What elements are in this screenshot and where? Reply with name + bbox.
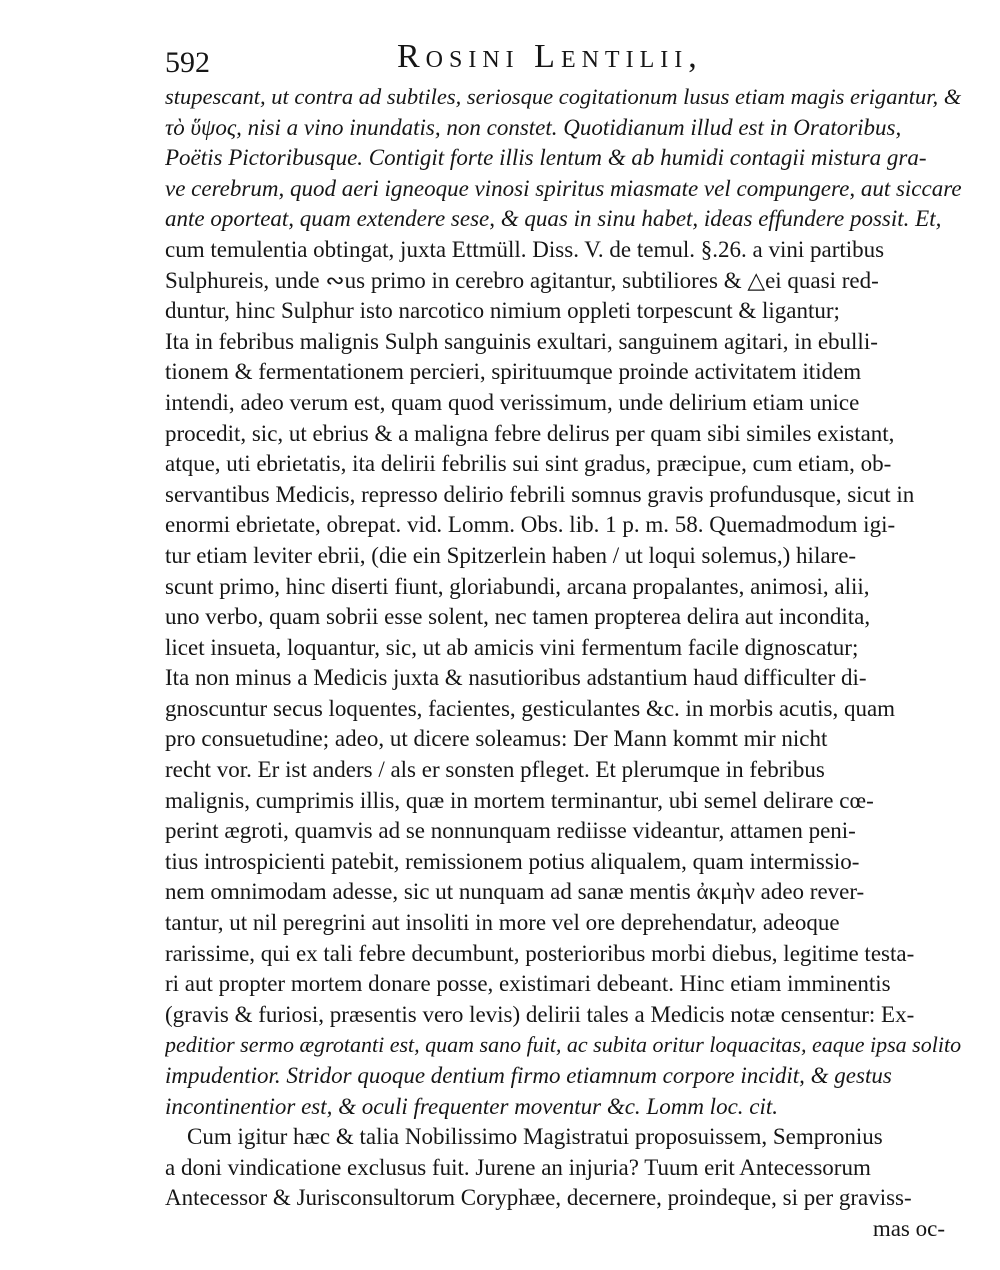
page-number: 592 — [165, 46, 210, 79]
text-line: Cum igitur hæc & talia Nobilissimo Magistratui proposuissem, Sempronius — [187, 1124, 883, 1150]
text-line: ri aut propter mortem donare posse, existimari debeant. Hinc etiam imminentis — [165, 971, 891, 997]
text-line: enormi ebrietate, obrepat. vid. Lomm. Obs. lib. 1 p. m. 58. Quemadmodum igi- — [165, 512, 896, 538]
text-line: (gravis & furiosi, præsentis vero levis) delirii tales a Medicis notæ censentur: Ex- — [165, 1001, 915, 1027]
text-line: Poëtis Pictoribusque. Contigit forte illis lentum & ab humidi contagii mistura gra- — [165, 145, 927, 171]
text-line: a doni vindicatione exclusus fuit. Jurene an injuria? Tuum erit Antecessorum — [165, 1154, 871, 1180]
page-header — [165, 32, 955, 82]
text-line: procedit, sic, ut ebrius & a maligna febre delirus per quam sibi similes existant, — [165, 420, 895, 446]
text-line: tionem & fermentationem percieri, spirituumque proinde activitatem itidem — [165, 359, 862, 385]
text-line: τὸ ὕψος, nisi a vino inundatis, non constet. Quotidianum illud est in Oratoribus, — [165, 114, 902, 140]
text-line: ante oporteat, quam extendere sese, & quas in sinu habet, ideas effundere possit. Et, — [165, 206, 942, 232]
text-line: impudentior. Stridor quoque dentium firmo etiamnum corpore incidit, & gestus — [165, 1063, 892, 1088]
text-line: gnoscuntur secus loquentes, facientes, gesticulantes &c. in morbis acutis, quam — [165, 695, 896, 721]
body-text — [165, 82, 965, 1245]
text-line: recht vor. Er ist anders / als er sonsten pfleget. Et plerumque in febribus — [165, 757, 825, 783]
text-line: nem omnimodam adesse, sic ut nunquam ad sanæ mentis ἀκμὴν adeo rever- — [165, 879, 865, 905]
text-line: duntur, hinc Sulphur isto narcotico nimium oppleti torpescunt & ligantur; — [165, 298, 840, 324]
text-line: peditior sermo ægrotanti est, quam sano fuit, ac subita oritur loquacitas, eaque ipsa solito — [165, 1032, 962, 1058]
text-line: licet insueta, loquantur, sic, ut ab amicis vini fermentum facile dignoscatur; — [165, 634, 859, 660]
text-line: perint ægroti, quamvis ad se nonnunquam rediisse videantur, attamen peni- — [165, 818, 856, 844]
text-line: intendi, adeo verum est, quam quod verissimum, unde delirium etiam unice — [165, 389, 860, 415]
text-line: mas oc- — [872, 1215, 945, 1241]
text-line: uno verbo, quam sobrii esse solent, nec tamen propterea delira aut incondita, — [165, 604, 871, 630]
text-line: scunt primo, hinc diserti fiunt, gloriabundi, arcana propalantes, animosi, alii, — [165, 573, 870, 599]
text-line: malignis, cumprimis illis, quæ in mortem terminantur, ubi semel delirare cœ- — [165, 787, 874, 813]
text-line: rarissime, qui ex tali febre decumbunt, posterioribus morbi diebus, legitime testa- — [165, 940, 915, 966]
text-line: tur etiam leviter ebrii, (die ein Spitzerlein haben / ut loqui solemus,) hilare- — [165, 542, 857, 568]
text-line: pro consuetudine; adeo, ut dicere soleamus: Der Mann kommt mir nicht — [165, 726, 828, 752]
text-line: tantur, ut nil peregrini aut insoliti in more vel ore deprehendatur, adeoque — [165, 910, 840, 936]
text-line: stupescant, ut contra ad subtiles, seriosque cogitationum lusus etiam magis erigantur, & — [165, 84, 962, 109]
text-line: cum temulentia obtingat, juxta Ettmüll. Diss. V. de temul. §.26. a vini partibus — [165, 236, 885, 262]
text-line: Sulphureis, unde ∾us primo in cerebro agitantur, subtiliores & △ei quasi red- — [165, 267, 879, 293]
text-line: ve cerebrum, quod aeri igneoque vinosi spiritus miasmate vel compungere, aut siccare — [165, 175, 962, 201]
text-line: tius introspicienti patebit, remissionem potius aliqualem, quam intermissio- — [165, 848, 860, 874]
text-line: atque, uti ebrietatis, ita delirii febrilis sui sint gradus, præcipue, cum etiam, ob- — [165, 451, 892, 477]
text-line: Antecessor & Jurisconsultorum Coryphæe, decernere, proindeque, si per graviss- — [165, 1185, 912, 1211]
text-line: incontinentior est, & oculi frequenter moventur &c. Lomm loc. cit. — [165, 1093, 779, 1119]
running-head: Rosini Lentilii, — [397, 38, 703, 75]
text-line: Ita non minus a Medicis juxta & nasutioribus adstantium haud difficulter di- — [165, 665, 867, 691]
text-line: Ita in febribus malignis Sulph sanguinis exultari, sanguinem agitari, in ebulli- — [165, 328, 878, 354]
text-line: servantibus Medicis, represso delirio febrili somnus gravis profundusque, sicut in — [165, 481, 915, 507]
